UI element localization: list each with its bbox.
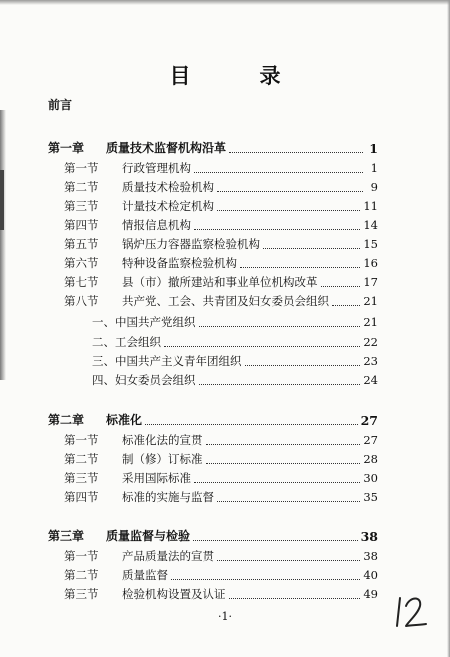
section-page: 11 (363, 199, 378, 213)
scan-edge-shadow-left (0, 110, 6, 380)
dot-leader (332, 304, 360, 306)
toc-preface: 前言 (48, 98, 73, 112)
toc-section[interactable] (64, 565, 378, 583)
section-number: 第二节 (64, 568, 99, 582)
section-title: 标准的实施与监督 (122, 490, 214, 504)
section-page: 1 (370, 161, 378, 175)
dot-leader (217, 559, 360, 561)
toc-section[interactable] (64, 158, 378, 176)
section-title: 情报信息机构 (122, 218, 191, 232)
toc-section[interactable] (64, 196, 378, 214)
section-number: 第一节 (64, 549, 99, 563)
dot-leader (217, 209, 360, 211)
section-title: 产品质量法的宣贯 (122, 549, 214, 563)
section-page: 27 (363, 433, 378, 447)
section-title: 制（修）订标准 (122, 452, 203, 466)
toc-chapter-2[interactable] (48, 410, 378, 428)
dot-leader (164, 345, 360, 347)
section-title: 计量技术检定机构 (122, 199, 214, 213)
dot-leader (229, 151, 363, 153)
section-number: 第一节 (64, 433, 99, 447)
chapter-page: 1 (369, 141, 378, 156)
dot-leader (263, 247, 360, 249)
scan-binding-mark (0, 170, 4, 230)
toc-chapter-1[interactable] (48, 138, 378, 156)
section-title: 共产党、工会、共青团及妇女委员会组织 (122, 294, 329, 308)
toc-chapter-3[interactable] (48, 526, 378, 544)
dot-leader (194, 171, 363, 173)
section-title: 特种设备监察检验机构 (122, 256, 237, 270)
dot-leader (206, 443, 361, 445)
chapter-page: 27 (360, 413, 378, 428)
section-title: 质量监督 (122, 568, 168, 582)
chapter-title: 标准化 (106, 413, 143, 427)
chapter-number: 第一章 (48, 141, 85, 155)
section-page: 49 (363, 587, 378, 601)
section-number: 第二节 (64, 180, 99, 194)
dot-leader (145, 423, 358, 425)
toc-section[interactable] (64, 234, 378, 252)
section-number: 第二节 (64, 452, 99, 466)
dot-leader (199, 383, 361, 385)
toc-subsection[interactable] (92, 351, 378, 369)
page-number: ·1· (218, 610, 232, 623)
toc-subsection[interactable] (92, 312, 378, 330)
dot-leader (240, 266, 360, 268)
chapter-number: 第三章 (48, 529, 85, 543)
dot-leader (194, 481, 360, 483)
subsection-title: 一、中国共产党组织 (92, 315, 196, 329)
section-number: 第七节 (64, 275, 99, 289)
section-number: 第一节 (64, 161, 99, 175)
section-page: 30 (363, 471, 378, 485)
dot-leader (171, 578, 360, 580)
section-title: 行政管理机构 (122, 161, 191, 175)
toc-subsection[interactable] (92, 332, 378, 350)
section-page: 17 (363, 275, 378, 289)
section-title: 质量技术检验机构 (122, 180, 214, 194)
scan-edge-shadow-top (0, 0, 450, 5)
toc-section[interactable] (64, 449, 378, 467)
section-title: 标准化法的宣贯 (122, 433, 203, 447)
section-title: 锅炉压力容器监察检验机构 (122, 237, 260, 251)
section-number: 第四节 (64, 490, 99, 504)
section-page: 15 (363, 237, 378, 251)
toc-section[interactable] (64, 487, 378, 505)
subsection-title: 二、工会组织 (92, 335, 161, 349)
dot-leader (193, 539, 358, 541)
toc-section[interactable] (64, 272, 378, 290)
dot-leader (245, 364, 361, 366)
section-page: 28 (363, 452, 378, 466)
section-title: 采用国际标准 (122, 471, 191, 485)
section-number: 第八节 (64, 294, 99, 308)
section-number: 第五节 (64, 237, 99, 251)
subsection-page: 24 (363, 373, 378, 387)
chapter-title: 质量监督与检验 (106, 529, 191, 543)
subsection-title: 四、妇女委员会组织 (92, 373, 196, 387)
section-page: 40 (363, 568, 378, 582)
toc-section[interactable] (64, 215, 378, 233)
toc-section[interactable] (64, 584, 378, 602)
dot-leader (194, 228, 360, 230)
toc-section[interactable] (64, 430, 378, 448)
section-page: 35 (363, 490, 378, 504)
section-number: 第三节 (64, 587, 99, 601)
dot-leader (229, 597, 361, 599)
subsection-title: 三、中国共产主义青年团组织 (92, 354, 242, 368)
toc-subsection[interactable] (92, 370, 378, 388)
toc-section[interactable] (64, 177, 378, 195)
section-page: 16 (363, 256, 378, 270)
dot-leader (217, 190, 363, 192)
toc-section[interactable] (64, 253, 378, 271)
section-number: 第四节 (64, 218, 99, 232)
subsection-page: 23 (363, 354, 378, 368)
chapter-title: 质量技术监督机构沿革 (106, 141, 227, 155)
section-number: 第三节 (64, 199, 99, 213)
subsection-page: 21 (363, 315, 378, 329)
section-number: 第三节 (64, 471, 99, 485)
toc-section[interactable] (64, 291, 378, 309)
handwritten-note-12 (392, 592, 432, 632)
section-title: 检验机构设置及认证 (122, 587, 226, 601)
section-page: 21 (363, 294, 378, 308)
section-title: 县（市）撤所建站和事业单位机构改革 (122, 275, 318, 289)
dot-leader (321, 285, 361, 287)
section-page: 38 (363, 549, 378, 563)
chapter-page: 38 (360, 529, 378, 544)
section-page: 9 (370, 180, 378, 194)
toc-title: 目 录 (169, 63, 305, 88)
dot-leader (199, 325, 361, 327)
dot-leader (217, 500, 360, 502)
section-page: 14 (363, 218, 378, 232)
toc-section[interactable] (64, 546, 378, 564)
subsection-page: 22 (363, 335, 378, 349)
dot-leader (206, 462, 361, 464)
chapter-number: 第二章 (48, 413, 85, 427)
section-number: 第六节 (64, 256, 99, 270)
toc-section[interactable] (64, 468, 378, 486)
